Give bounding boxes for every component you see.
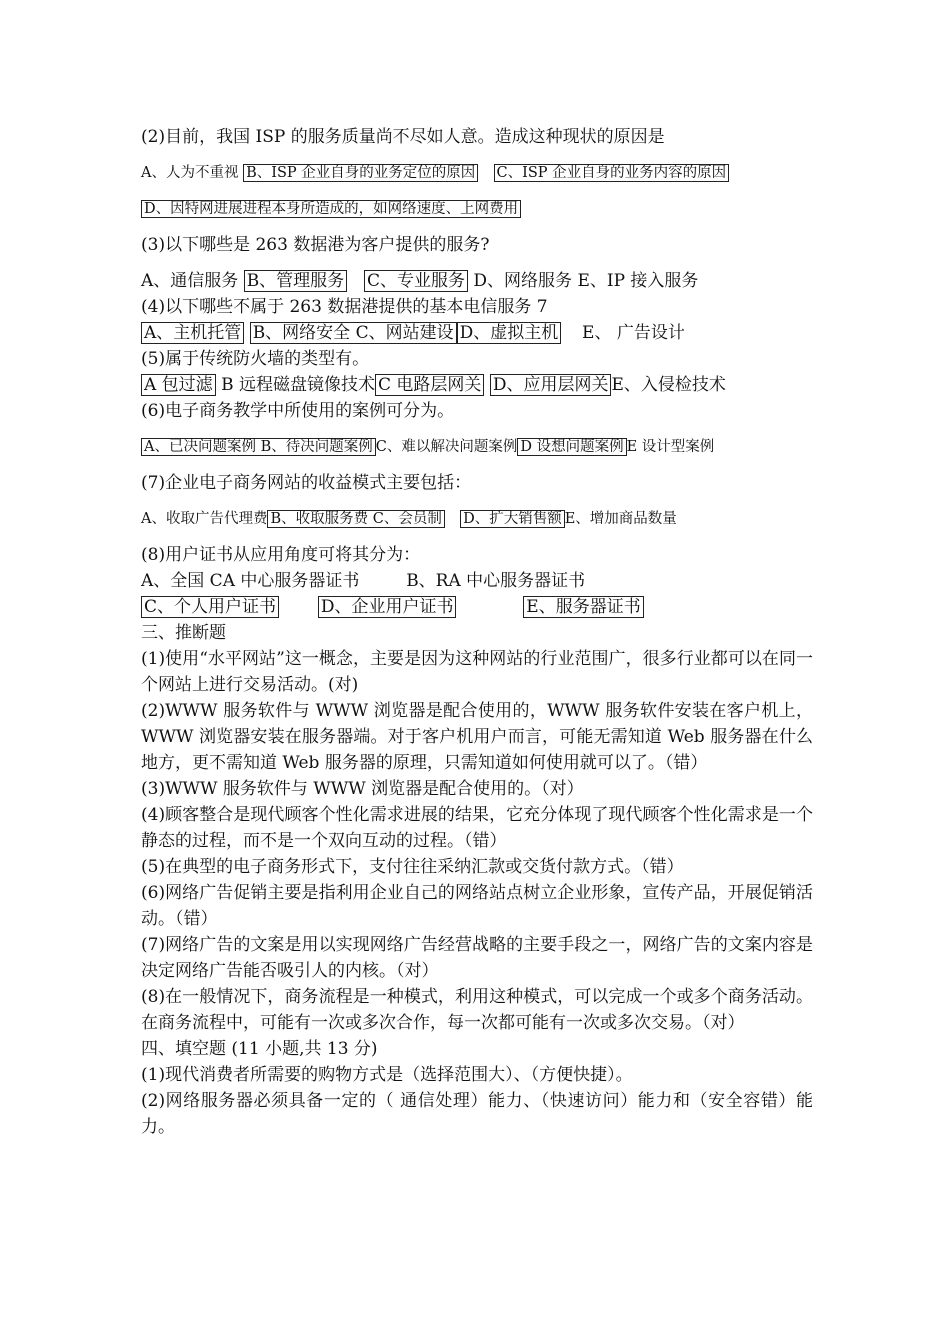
boxed-option: B、ISP 企业自身的业务定位的原因 [243, 164, 478, 182]
boxed-option: C 电路层网关 [375, 374, 484, 396]
fill-in-item: (1)现代消费者所需要的购物方式是（选择范围大）、（方便快捷）。 [141, 1065, 633, 1085]
judgment-item: (1)使用“水平网站”这一概念，主要是因为这种网站的行业范围广，很多行业都可以在同一个网站上进行交易活动。(对) [141, 649, 813, 695]
question-8-options-row-2 [141, 594, 813, 620]
boxed-option: D、扩大销售额 [460, 510, 565, 528]
option: E、入侵检技术 [611, 375, 726, 395]
boxed-option: D 设想问题案例 [517, 438, 626, 456]
boxed-option: B、管理服务 [244, 270, 348, 292]
option: A、全国 CA 中心服务器证书 [141, 571, 360, 591]
option: A、通信服务 [141, 271, 239, 291]
judgment-item: (8)在一般情况下，商务流程是一种模式，利用这种模式，可以完成一个或多个商务活动。在商务流程中，可能有一次或多次合作，每一次都可能有一次或多次交易。（对） [141, 987, 813, 1033]
boxed-option: A 包过滤 [141, 374, 216, 396]
boxed-option: D、企业用户证书 [318, 596, 457, 618]
question-6-options [141, 434, 813, 460]
boxed-option: C、ISP 企业自身的业务内容的原因 [494, 164, 730, 182]
boxed-option: E、服务器证书 [523, 596, 643, 618]
judgment-item: (6)网络广告促销主要是指利用企业自己的网络站点树立企业形象，宣传产品，开展促销活动。（错） [141, 883, 813, 929]
question-3-options [141, 268, 813, 294]
option: E 设计型案例 [626, 439, 715, 455]
boxed-option: A、已决问题案例 B、待决问题案例 [141, 438, 376, 456]
boxed-option: B、网络安全 C、网站建设 [250, 322, 457, 344]
option: B 远程磁盘镜像技术 [221, 375, 375, 395]
option: B、RA 中心服务器证书 [406, 571, 586, 591]
boxed-option: C、专业服务 [364, 270, 468, 292]
option: D、网络服务 [473, 271, 573, 291]
question-2-options-row-2 [141, 196, 813, 222]
question-8-stem: (8)用户证书从应用角度可将其分为： [141, 545, 421, 565]
boxed-option: D、虚拟主机 [457, 322, 562, 344]
question-5-stem: (5)属于传统防火墙的类型有。 [141, 349, 370, 369]
question-5-options [141, 372, 813, 398]
question-4-options [141, 320, 813, 346]
question-8-options-row-1 [141, 568, 813, 594]
judgment-item: (2)WWW 服务软件与 WWW 浏览器是配合使用的，WWW 服务软件安装在客户机上，WWW 浏览器安装在服务器端。对于客户机用户而言，可能无需知道 Web 服务器在什么地方，更不需知道 Web 服务器的原理，只需知道如何使用就可以了。（错） [141, 701, 813, 773]
option: A、人为不重视 [141, 165, 239, 181]
option: E、增加商品数量 [564, 511, 677, 527]
boxed-option: B、收取服务费 C、会员制 [267, 510, 444, 528]
section-4-heading: 四、填空题 (11 小题,共 13 分) [141, 1039, 378, 1059]
option: E、 广告设计 [582, 323, 685, 343]
question-3-stem: (3)以下哪些是 263 数据港为客户提供的服务? [141, 235, 490, 255]
question-2-stem: (2)目前，我国 ISP 的服务质量尚不尽如人意。造成这种现状的原因是 [141, 127, 665, 147]
judgment-item: (5)在典型的电子商务形式下，支付往往采纳汇款或交货付款方式。（错） [141, 857, 684, 877]
section-3-heading: 三、推断题 [141, 623, 226, 643]
judgment-item: (3)WWW 服务软件与 WWW 浏览器是配合使用的。（对） [141, 779, 584, 799]
question-7-stem: (7)企业电子商务网站的收益模式主要包括： [141, 473, 472, 493]
judgment-item: (7)网络广告的文案是用以实现网络广告经营战略的主要手段之一，网络广告的文案内容是决定网络广告能否吸引人的内核。（对） [141, 935, 813, 981]
boxed-option: D、应用层网关 [490, 374, 612, 396]
option: C、难以解决问题案例 [375, 439, 518, 455]
document-body [141, 124, 813, 1140]
question-7-options [141, 506, 813, 532]
question-6-stem: (6)电子商务教学中所使用的案例可分为。 [141, 401, 455, 421]
boxed-option: A、主机托管 [141, 322, 244, 344]
boxed-option: C、个人用户证书 [141, 596, 279, 618]
question-2-options-row-1 [141, 160, 813, 186]
option: E、IP 接入服务 [577, 271, 699, 291]
fill-in-item: (2)网络服务器必须具备一定的（ 通信处理）能力、（快速访问）能力和（安全容错）能力。 [141, 1091, 813, 1137]
question-4-stem: (4)以下哪些不属于 263 数据港提供的基本电信服务 7 [141, 297, 548, 317]
boxed-option: D、因特网进展进程本身所造成的，如网络速度、上网费用 [141, 200, 521, 218]
judgment-item: (4)顾客整合是现代顾客个性化需求进展的结果，它充分体现了现代顾客个性化需求是一个静态的过程，而不是一个双向互动的过程。（错） [141, 805, 813, 851]
option: A、收取广告代理费 [141, 511, 268, 527]
